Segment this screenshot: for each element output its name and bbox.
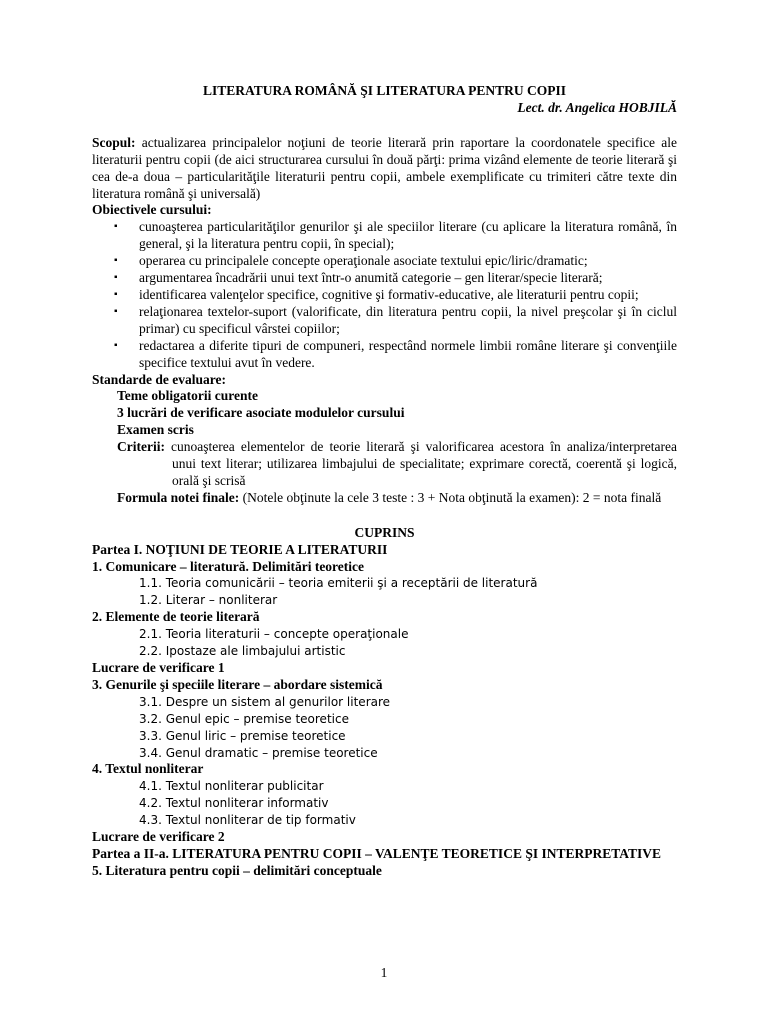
list-item: ▪ cunoaşterea particularităţilor genurilor şi ale speciilor literare (cu aplicare la literatura română, în general, şi la literatura pentru copii, în special); bbox=[114, 219, 677, 252]
contents-subsection: 1.1. Teoria comunicării – teoria emiterii şi a receptării de literatură bbox=[139, 576, 538, 591]
contents-section: 5. Literatura pentru copii – delimitări conceptuale bbox=[92, 862, 382, 878]
scope-text: actualizarea principalelor noţiuni de teorie literară prin raportare la coordonatele specifice ale literaturii pentru copii (de aici structurarea cursului în două părţi: prima vizând elemente de teorie literară şi cea de-a doua – particularităţile literaturii pentru copii, ambele exemplificate cu trimiteri către texte din literatura română şi universală) bbox=[92, 134, 677, 201]
contents-subsection: 1.2. Literar – nonliterar bbox=[139, 593, 278, 608]
bullet-icon: ▪ bbox=[114, 339, 118, 351]
list-item: ▪ redactarea a diferite tipuri de compuneri, respectând normele limbii române literare şi convenţiile specifice textului avut în vedere. bbox=[114, 337, 677, 370]
contents-subsection: 2.1. Teoria literaturii – concepte operaţionale bbox=[139, 627, 409, 642]
bullet-icon: ▪ bbox=[114, 288, 118, 300]
spacer bbox=[92, 117, 677, 135]
contents-subsection: 2.2. Ipostaze ale limbajului artistic bbox=[139, 644, 346, 659]
evaluation-line-homework: Teme obligatorii curente bbox=[117, 388, 258, 404]
bullet-icon: ▪ bbox=[114, 305, 118, 317]
bullet-icon: ▪ bbox=[114, 255, 118, 267]
evaluation-heading: Standarde de evaluare: bbox=[92, 371, 226, 387]
scope-label: Scopul: bbox=[92, 134, 136, 150]
list-item: ▪ operarea cu principalele concepte operaţionale asociate textului epic/liric/dramatic; bbox=[114, 253, 588, 269]
formula-text: (Notele obţinute la cele 3 teste : 3 + Nota obţinută la examen): 2 = nota finală bbox=[239, 489, 662, 505]
evaluation-criteria bbox=[92, 439, 677, 490]
list-item: ▪ relaţionarea textelor-suport (valorificate, din literatura pentru copii, la nivel preşcolar şi în ciclul primar) cu specificul vârstei copiilor; bbox=[114, 303, 677, 336]
contents-check-1: Lucrare de verificare 1 bbox=[92, 660, 225, 675]
contents-subsection: 3.3. Genul liric – premise teoretice bbox=[139, 728, 346, 743]
contents-section: 2. Elemente de teorie literară bbox=[92, 609, 260, 625]
criteria-label: Criterii: bbox=[117, 439, 165, 455]
list-item: ▪ identificarea valenţelor specifice, cognitive şi formativ-educative, ale literaturii pentru copii; bbox=[114, 286, 639, 302]
list-item: ▪ argumentarea încadrării unui text într-o anumită categorie – gen literar/specie literară; bbox=[114, 270, 603, 286]
bullet-icon: ▪ bbox=[114, 221, 118, 233]
contents-subsection: 3.2. Genul epic – premise teoretice bbox=[139, 711, 349, 726]
scope-paragraph bbox=[92, 135, 677, 203]
formula-label: Formula notei finale: bbox=[117, 489, 240, 505]
objectives-heading: Obiectivele cursului: bbox=[92, 202, 212, 218]
contents-section: 4. Textul nonliterar bbox=[92, 761, 204, 777]
contents-subsection: 4.2. Textul nonliterar informativ bbox=[139, 796, 329, 811]
document-page bbox=[92, 83, 677, 880]
contents-section: 3. Genurile şi speciile literare – abordare sistemică bbox=[92, 676, 383, 692]
contents-subsection: 3.4. Genul dramatic – premise teoretice bbox=[139, 745, 378, 760]
contents-heading: CUPRINS bbox=[354, 524, 415, 540]
document-title: LITERATURA ROMÂNĂ ŞI LITERATURA PENTRU COPII bbox=[203, 83, 566, 98]
bullet-icon: ▪ bbox=[114, 272, 118, 284]
contents-subsection: 3.1. Despre un sistem al genurilor literare bbox=[139, 694, 391, 709]
contents-part-1: Partea I. NOŢIUNI DE TEORIE A LITERATURII bbox=[92, 541, 388, 557]
criteria-text: cunoaşterea elementelor de teorie literară şi valorificarea acestora în analiza/interpretarea unui text literar; utilizarea limbajului de specialitate; exprimare corectă, coerentă şi logică, orală şi scrisă bbox=[164, 439, 677, 488]
contents-section: 1. Comunicare – literatură. Delimitări teoretice bbox=[92, 558, 365, 574]
contents-subsection: 4.3. Textul nonliterar de tip formativ bbox=[139, 813, 356, 828]
author-line: Lect. dr. Angelica HOBJILĂ bbox=[517, 99, 677, 115]
spacer bbox=[92, 507, 677, 525]
evaluation-formula bbox=[92, 490, 677, 507]
objectives-list bbox=[92, 219, 677, 371]
contents-part-2: Partea a II-a. LITERATURA PENTRU COPII – VALENŢE TEORETICE ŞI INTERPRETATIVE bbox=[92, 845, 661, 861]
contents-check-2: Lucrare de verificare 2 bbox=[92, 829, 225, 845]
evaluation-line-tests: 3 lucrări de verificare asociate modulelor cursului bbox=[117, 405, 405, 421]
evaluation-line-exam: Examen scris bbox=[117, 422, 194, 438]
contents-subsection: 4.1. Textul nonliterar publicitar bbox=[139, 779, 324, 794]
page-number: 1 bbox=[380, 965, 388, 980]
